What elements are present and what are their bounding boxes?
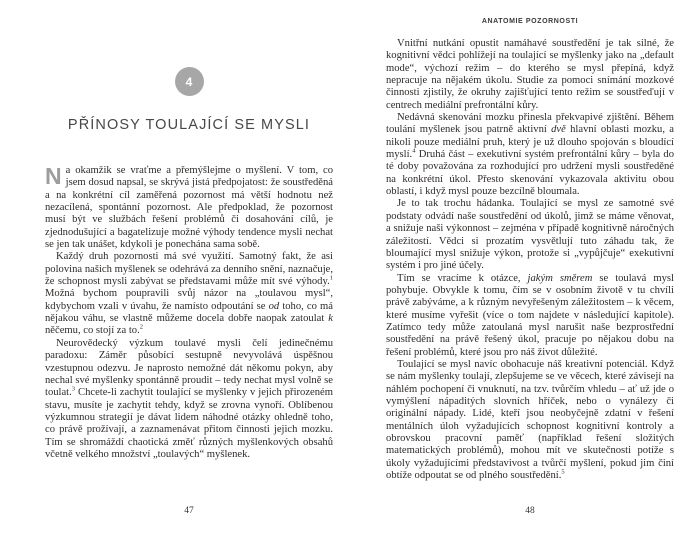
paragraph: Vnitřní nutkání opustit namáhavé soustředění je tak silné, že kognitivní vědci pohlížejí na toulající se myšlenky jako na „default mode“, výchozí režim – do kterého se mysl přepíná, když nepracuje na nějakém úkolu. Studie za pomoci snímání mozkové činnosti zjistily, že okruhy zajišťující tento režim se soustřeďují v centrech mediální prefrontální kůry. bbox=[386, 38, 674, 111]
chapter-title: PŘÍNOSY TOULAJÍCÍ SE MYSLI bbox=[67, 117, 311, 133]
paragraph: Toulající se mysl navíc obohacuje náš kreativní potenciál. Když se nám myšlenky toulají, zlepšujeme se ve věcech, které závisejí na náhlém pochopení či vnuknutí, na tzv. tvůrčím vhledu – ať už jde o vymýšlení nápaditých slovních hříček, nebo o vynálezy či originální nápady. Lidé, kteří jsou neobyčejně zdatní v řešení mentálních úloh vyžadujících schopnost kognitivní kontroly a obrovskou pracovní paměť (například řešení složitých matematických problémů), mohou mít ve skutečnosti potíže s úkoly vyžadujícími představivost a tvůrčí myšlení, pokud jim činí obtíže odpoutat se od plného soustředění.$^5$ bbox=[386, 358, 674, 482]
paragraph: Je to tak trochu hádanka. Toulající se mysl ze samotné své podstaty odvádí naše soustředění od úkolů, jimž se máme věnovat, a snižuje naši výkonnost – zejména v případě kognitivně náročných záležitostí. Vědci si prozatím vysvětlují tuto záhadu tak, že bloumající mysl snižuje výkon, protože si „vypůjčuje“ exekutivní systém i pro jiné účely. bbox=[386, 198, 674, 272]
paragraph: Tím se vracíme k otázce, jakým směrem se toulavá mysl pohybuje. Obvykle k tomu, čím se v osobním životě v tu chvíli právě zabýváme, a k různým nevyřešeným záležitostem – k věcem, které musíme vyřešit (více o tom najdete v následující kapitole). Zatímco tedy může zatoulaná mysl narušit naše bezprostřední soustředění na právě řešený úkol, pracuje po nějakou dobu na řešení problémů, které jsou pro náš život důležité. bbox=[386, 272, 674, 358]
drop-cap: N bbox=[45, 163, 62, 189]
page-left bbox=[45, 0, 333, 546]
paragraph: Nedávná skenování mozku přinesla překvapivé zjištění. Během toulání myšlenek jsou patrně aktivní dvě hlavní oblasti mozku, a nikoli pouze mediální pruh, který je už dlouho spojován s bloudící myslí.$^4$ Druhá část – exekutivní systém prefrontální kůry – byla do té doby považována za rozhodující pro udržení mysli soustředěné na konkrétní úkol. Přesto skenování vykazovala aktivitu obou oblastí, i když mysl pouze bezcílně bloumala. bbox=[386, 112, 674, 198]
left-page-body bbox=[45, 165, 333, 461]
paragraph: Neurovědecký výzkum toulavé mysli čelí jedinečnému paradoxu: Záměr působící sestupně nevyvolává úspěšnou vzestupnou odezvu. Je naprosto nemožné dát někomu pokyn, aby nechal své myšlenky spontánně proudit – tedy nechat mysl volně se toulat.$^3$ Chcete-li zachytit toulající se myšlenky v jejich přirozeném stavu, musíte je zachytit tehdy, když se zrovna vynoří. Oblíbenou výzkumnou strategií je dávat lidem náhodné otázky ohledně toho, co právě prožívají, a zaznamenávat přitom činnosti jejich mozku. Tím se shromáždí chaotická změť různých myšlenkových obsahů včetně velkého množství „toulavých“ myšlenek. bbox=[45, 337, 333, 460]
page-number-left: 47 bbox=[184, 506, 194, 516]
chapter-number: 4 bbox=[185, 74, 193, 89]
running-header: ANATOMIE POZORNOSTI bbox=[481, 18, 579, 25]
paragraph: Na okamžik se vraťme a přemýšlejme o myšlení. V tom, co jsem dosud napsal, se skrývá jistá předpojatost: že soustředěná a na konkrétní cíl zaměřená pozornost má větší hodnotu než nezacílená, spontánní pozornost. Ale předpoklad, že pozornost musí být ve službách řešení problémů či dosahování cílů, je zjednodušující a bagatelizuje možné výhody tendence mysli nechat se jen tak unášet, kdykoli je ponechána sama sobě. bbox=[45, 163, 333, 251]
right-page-body bbox=[386, 38, 674, 482]
page-right bbox=[386, 0, 674, 546]
chapter-number-badge bbox=[175, 67, 204, 96]
paragraph: Každý druh pozornosti má své využití. Samotný fakt, že asi polovina našich myšlenek se odehrává za denního snění, naznačuje, že schopnost mysli zabývat se představami může mít své výhody.$^1$ Možná bychom poupravili svůj názor na „toulavou mysl“, kdybychom vzali v úvahu, že namísto odpoutání se od toho, co má nějakou váhu, se vlastně můžeme docela dobře naopak zatoulat k něčemu, co stojí za to.$^2$ bbox=[45, 251, 333, 337]
page-number-right: 48 bbox=[525, 506, 535, 516]
